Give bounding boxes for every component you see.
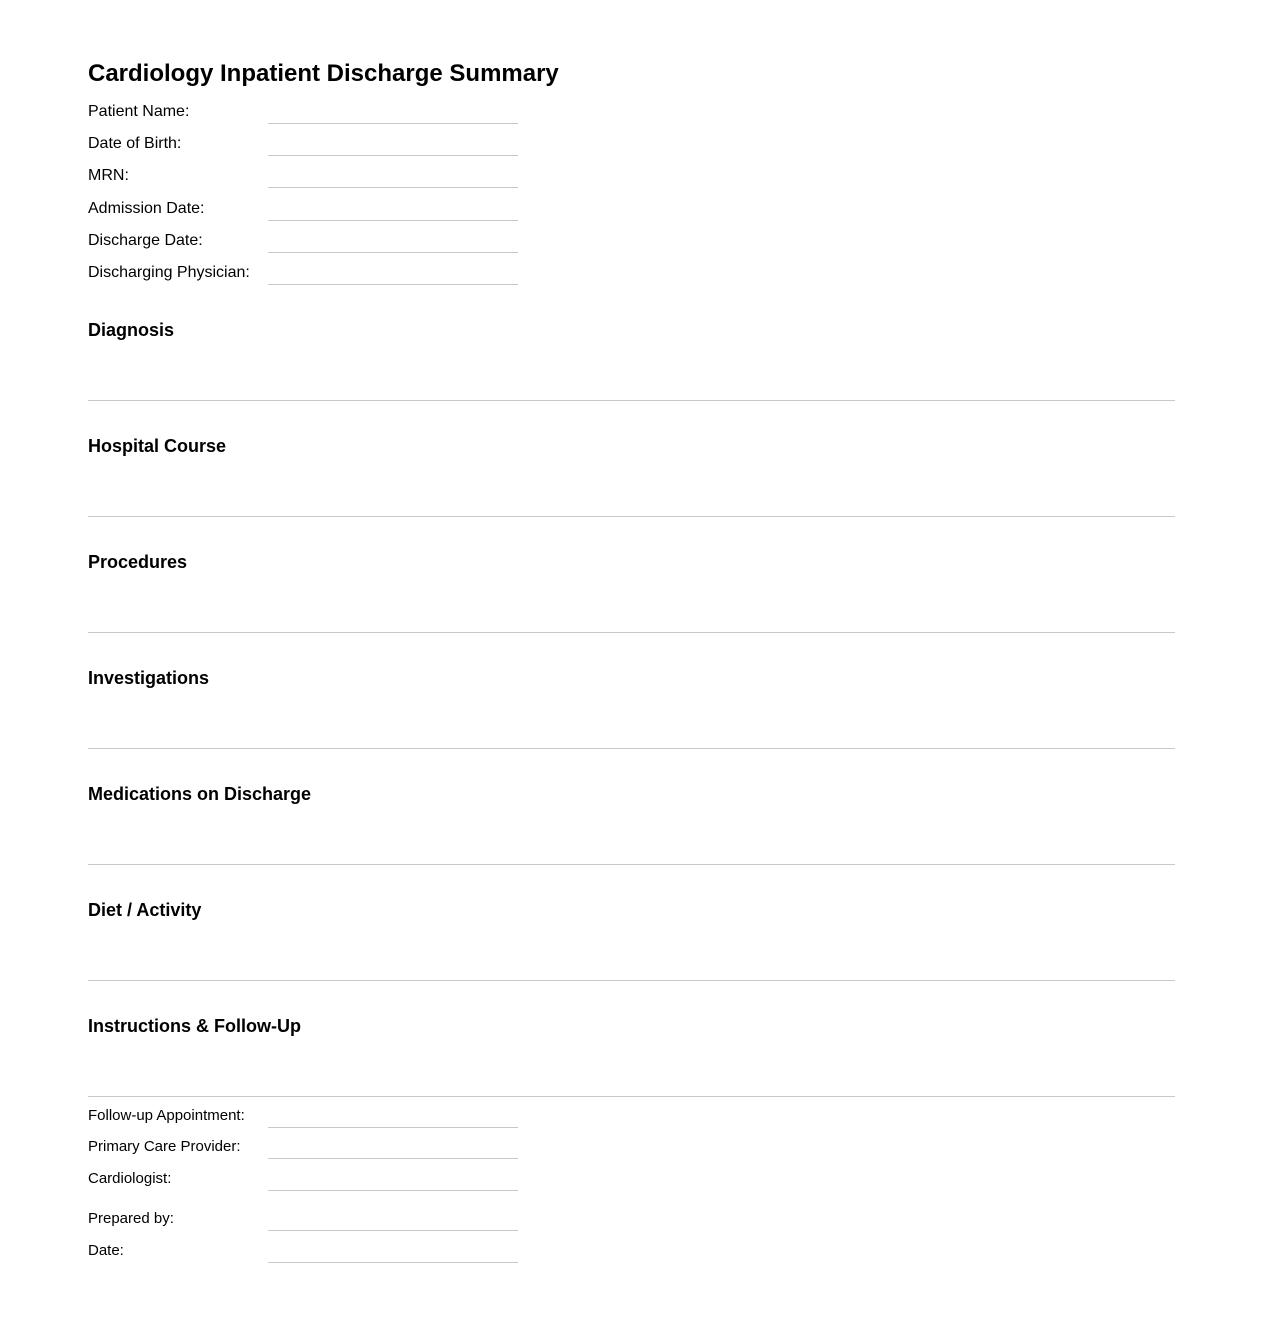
investigations-textarea[interactable] — [88, 696, 1175, 744]
patient-name-label: Patient Name: — [88, 103, 190, 120]
signature-date-underline — [268, 1262, 518, 1263]
date-of-birth-underline — [268, 155, 518, 156]
medications-textarea[interactable] — [88, 812, 1175, 860]
diagnosis-textarea[interactable] — [88, 348, 1175, 396]
discharge-date-underline — [268, 252, 518, 253]
section-divider — [88, 632, 1175, 633]
section-heading-diet-activity: Diet / Activity — [88, 900, 202, 920]
primary-care-provider-underline — [268, 1158, 518, 1159]
primary-care-provider-label: Primary Care Provider: — [88, 1138, 241, 1155]
discharge-date-field[interactable] — [268, 231, 518, 253]
section-heading-investigations: Investigations — [88, 668, 210, 688]
mrn-field[interactable] — [268, 166, 518, 188]
cardiologist-underline — [268, 1190, 518, 1191]
patient-name-underline — [268, 123, 518, 124]
page-title: Cardiology Inpatient Discharge Summary — [88, 60, 559, 87]
section-divider — [88, 864, 1175, 865]
procedures-textarea[interactable] — [88, 580, 1175, 628]
hospital-course-textarea[interactable] — [88, 464, 1175, 512]
section-divider — [88, 400, 1175, 401]
primary-care-provider-field[interactable] — [268, 1136, 518, 1158]
follow-up-appointment-underline — [268, 1127, 518, 1128]
prepared-by-label: Prepared by: — [88, 1210, 174, 1227]
section-heading-diagnosis: Diagnosis — [88, 320, 175, 340]
signature-date-label: Date: — [88, 1242, 124, 1259]
section-heading-hospital-course: Hospital Course — [88, 436, 227, 456]
instructions-textarea[interactable] — [88, 1044, 1175, 1092]
discharging-physician-label: Discharging Physician: — [88, 264, 250, 281]
admission-date-label: Admission Date: — [88, 200, 205, 217]
signature-date-field[interactable] — [268, 1240, 518, 1262]
section-divider — [88, 516, 1175, 517]
mrn-underline — [268, 187, 518, 188]
follow-up-appointment-label: Follow-up Appointment: — [88, 1107, 245, 1124]
diet-activity-textarea[interactable] — [88, 928, 1175, 976]
mrn-label: MRN: — [88, 167, 129, 184]
section-heading-procedures: Procedures — [88, 552, 188, 572]
admission-date-underline — [268, 220, 518, 221]
section-heading-instructions: Instructions & Follow-Up — [88, 1016, 301, 1036]
date-of-birth-label: Date of Birth: — [88, 135, 182, 152]
follow-up-appointment-field[interactable] — [268, 1105, 518, 1127]
patient-name-field[interactable] — [268, 102, 518, 124]
date-of-birth-field[interactable] — [268, 134, 518, 156]
section-divider — [88, 980, 1175, 981]
discharging-physician-field[interactable] — [268, 263, 518, 285]
prepared-by-underline — [268, 1230, 518, 1231]
discharge-date-label: Discharge Date: — [88, 232, 203, 249]
cardiologist-field[interactable] — [268, 1168, 518, 1190]
section-heading-medications: Medications on Discharge — [88, 784, 312, 804]
section-divider — [88, 1096, 1175, 1097]
cardiologist-label: Cardiologist: — [88, 1170, 172, 1187]
discharging-physician-underline — [268, 284, 518, 285]
prepared-by-field[interactable] — [268, 1208, 518, 1230]
section-divider — [88, 748, 1175, 749]
admission-date-field[interactable] — [268, 199, 518, 221]
